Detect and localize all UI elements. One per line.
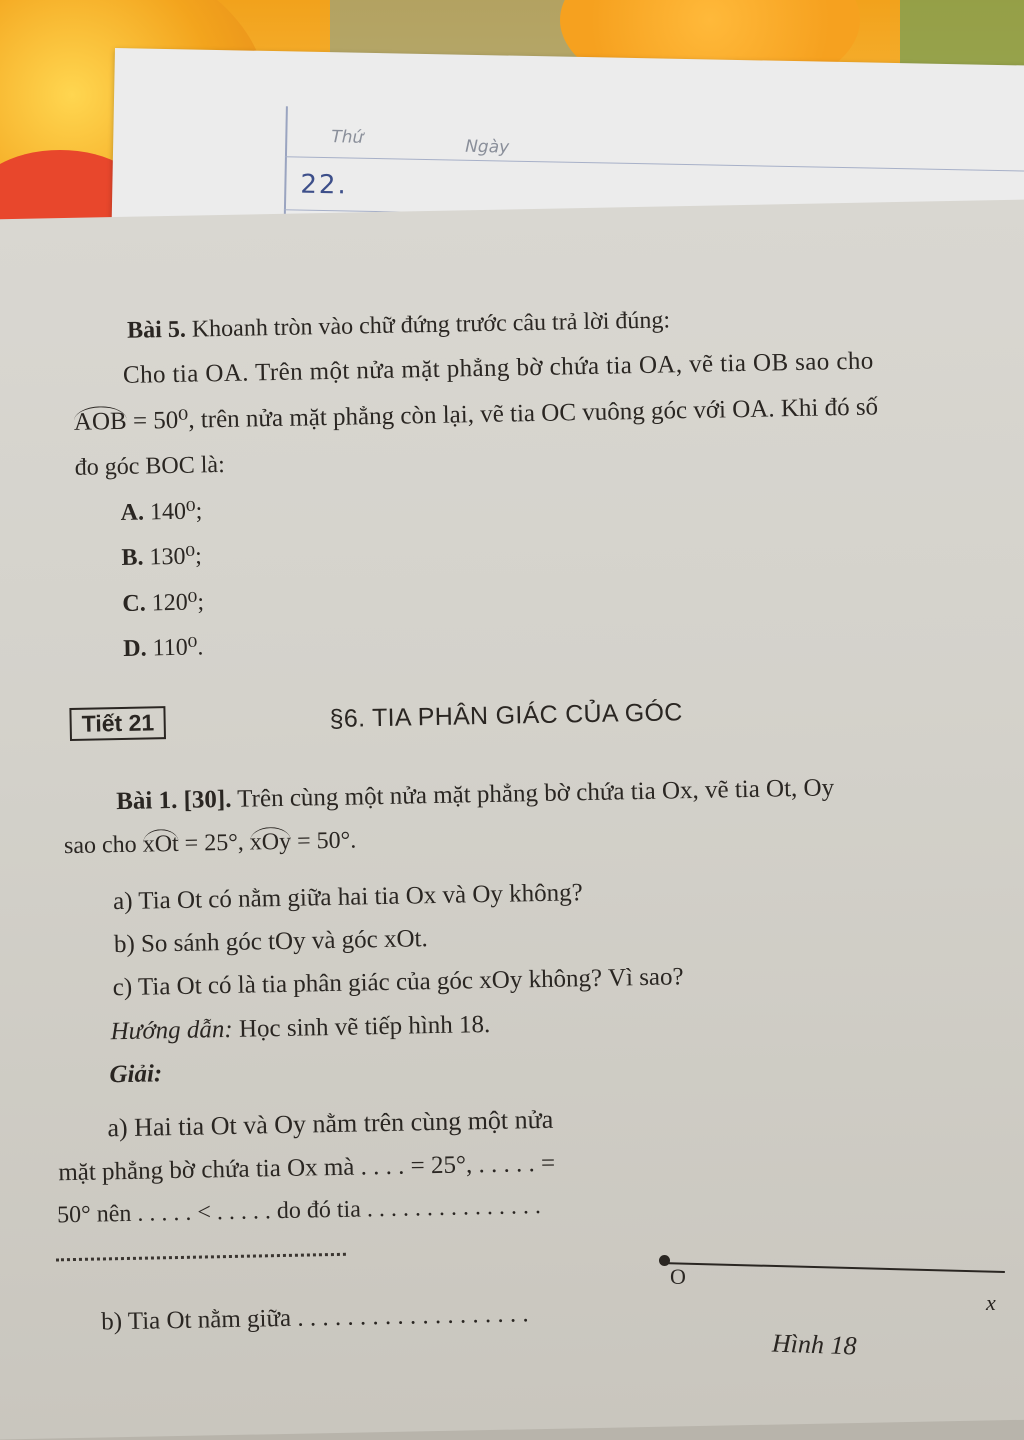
- solution-a-line2: mặt phẳng bờ chứa tia Ox mà . . . . = 25°, . . . . . =: [58, 1149, 556, 1187]
- bai1-line2: [64, 827, 357, 861]
- solution-a-line3: 50° nên . . . . . < . . . . . do đó tia . . . . . . . . . . . . . . .: [56, 1193, 542, 1229]
- point-o-label: O: [670, 1264, 686, 1289]
- thu-label: Thứ: [331, 127, 364, 148]
- angle-xot: xOt: [142, 830, 179, 858]
- handwriting: 22.: [300, 169, 349, 201]
- ngay-label: Ngày: [464, 136, 510, 158]
- option-letter: D.: [123, 635, 147, 662]
- option-text: 130⁰;: [149, 543, 203, 571]
- bai1-title: Bài 1. [30].: [115, 785, 232, 816]
- bai1-line1: [116, 773, 834, 817]
- option-text: 140⁰;: [149, 498, 203, 526]
- option-d: [123, 633, 204, 663]
- option-letter: A.: [120, 499, 145, 526]
- textbook-page: [0, 198, 1024, 1439]
- rule-line: [285, 156, 1024, 173]
- point-o-marker: [659, 1255, 670, 1266]
- question-b: b) So sánh góc tOy và góc xOt.: [113, 925, 428, 959]
- angle-aob: AOB: [73, 407, 127, 436]
- bai5-line2: [74, 392, 879, 437]
- option-text: 120⁰;: [151, 589, 205, 617]
- huong-dan: [110, 1010, 490, 1047]
- lesson-badge: Tiết 21: [69, 706, 166, 741]
- point-x-label: x: [986, 1290, 996, 1315]
- bai5-line2-rest: = 50⁰, trên nửa mặt phẳng còn lại, vẽ tia OC vuông góc với OA. Khi đó số: [132, 393, 879, 435]
- section-heading: §6. TIA PHÂN GIÁC CỦA GÓC: [329, 698, 683, 733]
- angle-xoy: xOy: [249, 828, 292, 856]
- question-a: a) Tia Ot có nằm giữa hai tia Ox và Oy không?: [112, 879, 584, 916]
- bai5-instruction-text: Khoanh tròn vào chữ đứng trước câu trả lời đúng:: [191, 307, 671, 343]
- bai5-title: Bài 5.: [126, 316, 187, 344]
- bai1-line1-text: Trên cùng một nửa mặt phẳng bờ chứa tia Ox, vẽ tia Ot, Oy: [237, 774, 835, 813]
- figure-caption: Hình 18: [771, 1328, 857, 1361]
- option-text: 110⁰.: [152, 634, 204, 662]
- question-c: c) Tia Ot có là tia phân giác của góc xOy không? Vì sao?: [112, 963, 684, 1002]
- bai5-line1: Cho tia OA. Trên một nửa mặt phẳng bờ chứa tia OA, vẽ tia OB sao cho: [122, 347, 874, 389]
- solution-b-line1: b) Tia Ot nằm giữa . . . . . . . . . . . . . . . . . . .: [100, 1300, 529, 1336]
- angle-xoy-value: = 50°.: [296, 827, 357, 855]
- option-b: [121, 542, 202, 572]
- huong-dan-label: Hướng dẫn:: [110, 1015, 233, 1046]
- huong-dan-text: Học sinh vẽ tiếp hình 18.: [238, 1010, 491, 1043]
- solution-a-line1: a) Hai tia Ot và Oy nằm trên cùng một nửa: [107, 1104, 554, 1143]
- option-a: [120, 497, 202, 527]
- angle-xot-value: = 25°,: [184, 829, 245, 857]
- option-c: [122, 588, 204, 618]
- bai5-line3: đo góc BOC là:: [74, 451, 226, 481]
- option-letter: B.: [121, 544, 144, 571]
- bai5-instruction: [127, 306, 670, 345]
- giai-label: Giải:: [109, 1060, 163, 1089]
- sao-cho-text: sao cho: [63, 831, 137, 860]
- answer-dotted-line: [56, 1253, 346, 1262]
- option-letter: C.: [122, 590, 146, 617]
